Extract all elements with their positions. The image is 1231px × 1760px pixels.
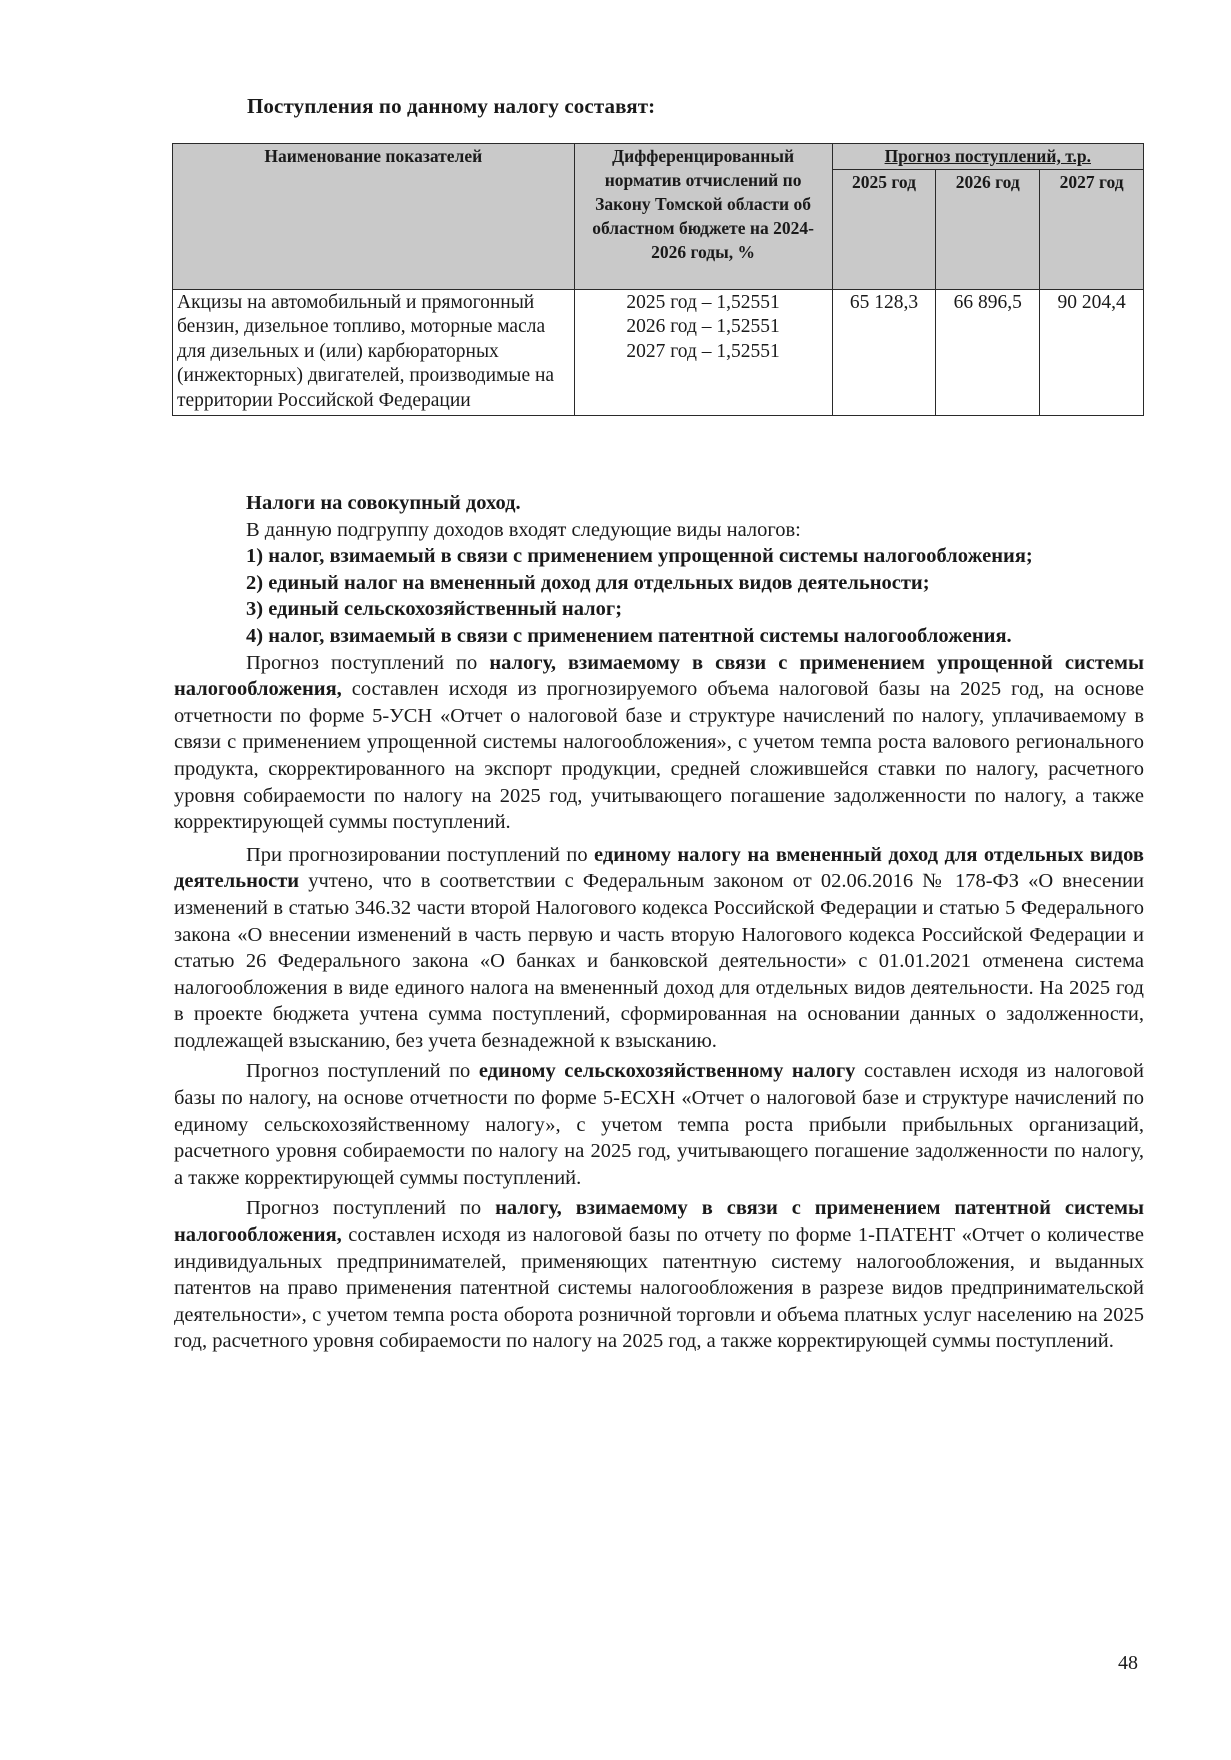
normative-2027: 2027 год – 1,52551 [626,340,780,362]
normative-2026: 2026 год – 1,52551 [626,316,780,338]
paragraph-usn-bold: налогу, взимаемому в связи с применением упрощенной системы налогообложения, [174,651,1145,701]
paragraph-patent-bold: налогу, взимаемому в связи с применением патентной системы налогообложения, [174,1197,1144,1247]
value-2025-cell: 65 128,3 [832,290,936,416]
paragraph-patent-lead: Прогноз поступлений по [246,1197,496,1220]
normative-2025: 2025 год – 1,52551 [626,292,780,313]
header-forecast-label: Прогноз поступлений, т.р. [884,146,1091,166]
tax-list-item-4: 4) налог, взимаемый в связи с применением патентной системы налогообложения. [246,624,1012,647]
value-2026-cell: 66 896,5 [936,290,1040,416]
tax-list-item-3: 3) единый сельскохозяйственный налог; [246,598,623,621]
paragraph-patent [174,1195,1144,1355]
paragraph-envd-lead: При прогнозировании поступлений по [246,843,595,866]
section-heading: Налоги на совокупный доход. [246,492,521,514]
table-caption: Поступления по данному налогу составят: [247,94,656,118]
header-year-2026: 2026 год [936,169,1040,289]
page-number: 48 [1118,1652,1138,1674]
paragraph-eskhn [174,1058,1144,1191]
header-year-2027: 2027 год [1040,169,1144,289]
tax-list-item-1: 1) налог, взимаемый в связи с применением упрощенной системы налогообложения; [246,545,1033,568]
paragraph-envd-bold: единому налогу на вмененный доход для отдельных видов деятельности [174,843,1144,893]
header-forecast [832,144,1143,170]
paragraph-patent-rest: составлен исходя из налоговой базы по отчету по форме 1-ПАТЕНТ «Отчет о количестве индивидуальных предпринимателей, применяющих патентную систему налогообложения, и выданных патентов на право применения патентной системы налогообложения в разрезе видов предпринимательской деятельности», с учетом темпа роста оборота розничной торговли и объема платных услуг населению на 2025 год, расчетного уровня собираемости по налогу на 2025 год, а также корректирующей суммы поступлений. [174,1224,1144,1353]
paragraph-usn-lead: Прогноз поступлений по [246,651,490,674]
table-row [173,290,1144,416]
header-normative: Дифференцированный норматив отчислений по Закону Томской области об областном бюджете на 2024-2026 годы, % [574,144,832,290]
section-intro: В данную подгруппу доходов входят следующие виды налогов: [246,518,801,541]
revenue-forecast-table [172,143,1144,416]
value-2027-cell: 90 204,4 [1040,290,1144,416]
paragraph-eskhn-bold: единому сельскохозяйственному налогу [478,1060,856,1083]
indicator-name-cell: Акцизы на автомобильный и прямогонный бензин, дизельное топливо, моторные масла для дизельных и (или) карбюраторных (инжекторных) двигателей, производимые на территории Российской Федерации [173,290,575,416]
header-year-2025: 2025 год [832,169,936,289]
body-text [174,490,1144,1355]
tax-list-item-2: 2) единый налог на вмененный доход для отдельных видов деятельности; [246,571,930,594]
paragraph-usn [174,650,1144,836]
paragraph-eskhn-lead: Прогноз поступлений по [246,1060,479,1083]
normative-cell [574,290,832,416]
paragraph-envd-rest: учтено, что в соответствии с Федеральным законом от 02.06.2016 № 178-ФЗ «О внесении изменений в статью 346.32 части второй Налогового кодекса Российской Федерации и статью 5 Федерального закона «О внесении изменений в часть первую и часть вторую Налогового кодекса Российской Федерации и статью 26 Федерального закона «О банках и банковской деятельности» с 01.01.2021 отменена система налогообложения в виде единого налога на вмененный доход для отдельных видов деятельности. На 2025 год в проекте бюджета учтена сумма поступлений, сформированная на основании данных о задолженности, подлежащей взысканию, без учета безнадежной к взысканию. [174,870,1144,1052]
paragraph-eskhn-rest: составлен исходя из налоговой базы по налогу, на основе отчетности по форме 5-ЕСХН «Отчет о налоговой базе и структуре начислений по единому сельскохозяйственному налогу», с учетом темпа роста прибыли прибыльных организаций, расчетного уровня собираемости по налогу на 2025 год, учитывающего погашение задолженности по налогу, а также корректирующей суммы поступлений. [174,1060,1144,1189]
header-indicator-name: Наименование показателей [173,144,575,290]
paragraph-envd [174,842,1144,1055]
paragraph-usn-rest: составлен исходя из прогнозируемого объема налоговой базы на 2025 год, на основе отчетности по форме 5-УСН «Отчет о налоговой базе и структуре начислений по налогу, уплачиваемому в связи с применением упрощенной системы налогообложения», с учетом темпа роста валового регионального продукта, скорректированного на экспорт продукции, средней сложившейся ставки по налогу, расчетного уровня собираемости по налогу на 2025 год, учитывающего погашение задолженности по налогу, а также корректирующей суммы поступлений. [174,678,1144,834]
